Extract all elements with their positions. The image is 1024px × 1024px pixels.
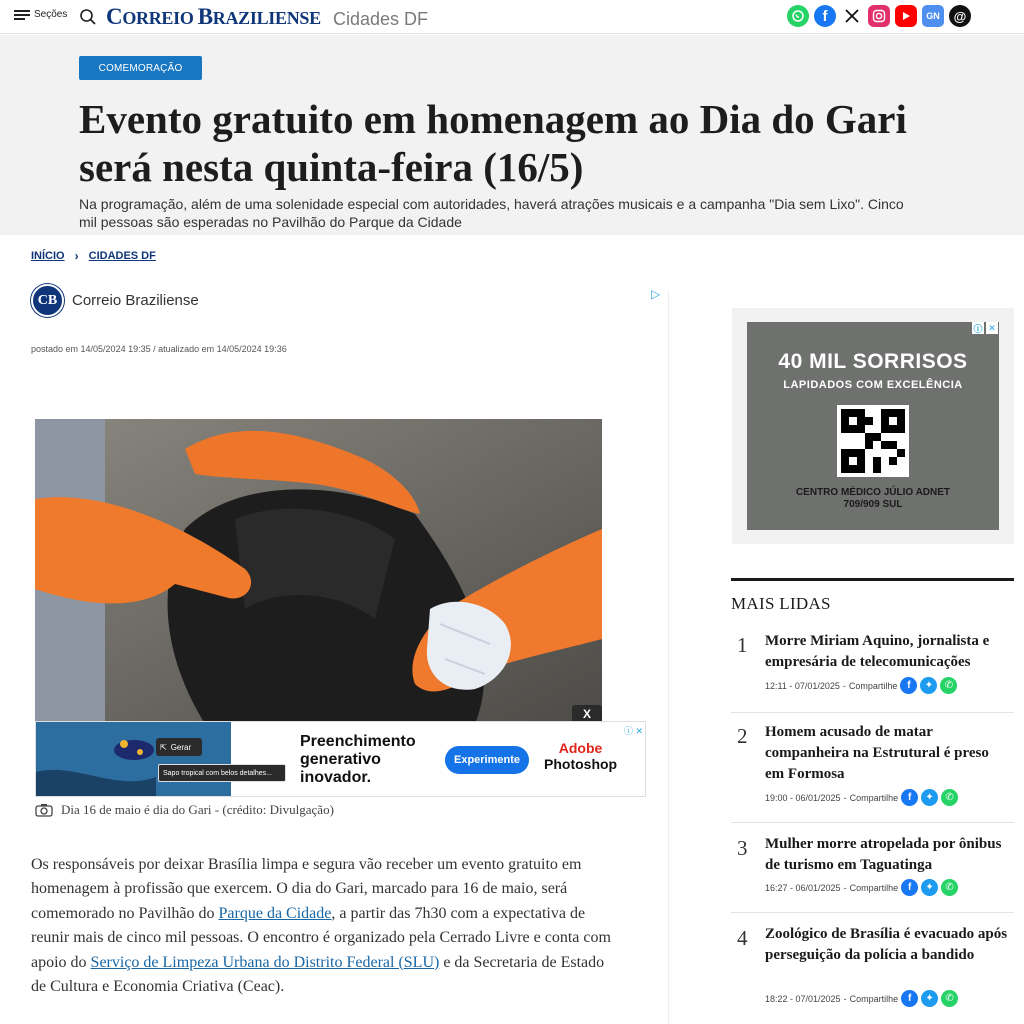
- paragraph-text: Os responsáveis por deixar Brasília limpa e segura vão receber um evento gratuito em homenagem à profissão que exercem. O dia do Gari, marcado para 16 de maio, será comemorado no Pavilhão do: [31, 856, 582, 922]
- ad-prompt-field: Sapo tropical com belos detalhes...: [158, 764, 286, 782]
- logo-text: ORREIO: [122, 8, 198, 28]
- parque-da-cidade-link[interactable]: Parque da Cidade: [218, 904, 332, 922]
- slu-link[interactable]: Serviço de Limpeza Urbana do Distrito Federal (SLU): [90, 953, 440, 971]
- site-logo[interactable]: [106, 4, 321, 30]
- whatsapp-icon[interactable]: ✆: [941, 879, 958, 896]
- meta-sep: -: [842, 680, 846, 691]
- most-read-item[interactable]: [731, 722, 1014, 812]
- google-news-icon[interactable]: GN: [922, 5, 944, 27]
- most-read-meta: [765, 789, 958, 806]
- section-title[interactable]: Cidades DF: [333, 9, 429, 29]
- most-read-headline[interactable]: Morre Miriam Aquino, jornalista e empresária de telecomunicações: [765, 633, 990, 670]
- adchoices-icon[interactable]: ▷: [651, 287, 661, 301]
- twitter-icon[interactable]: ✦: [921, 990, 938, 1007]
- whatsapp-icon[interactable]: ✆: [940, 677, 957, 694]
- top-bar: [0, 0, 1024, 34]
- most-read-time: 16:27 - 06/01/2025: [765, 882, 841, 893]
- most-read-meta: [765, 990, 958, 1007]
- ad-share-label: Gerar: [170, 742, 192, 752]
- sidebar-ad[interactable]: [732, 308, 1014, 544]
- sections-menu-button[interactable]: [14, 9, 67, 20]
- article-photo: [35, 419, 602, 724]
- share-label: Compartilhe: [849, 792, 899, 803]
- author-block: [31, 284, 199, 317]
- most-read-time: 19:00 - 06/01/2025: [765, 792, 841, 803]
- category-tag[interactable]: COMEMORAÇÃO: [79, 56, 202, 80]
- paragraph-text: e da Secretaria de Estado de Cultura e Economia Criativa (Ceac).: [31, 953, 605, 996]
- meta-sep: -: [843, 882, 847, 893]
- article-paragraph: [31, 853, 611, 999]
- ad-badges[interactable]: [972, 322, 998, 334]
- most-read-title: MAIS LIDAS: [731, 594, 831, 613]
- adchoices-icon[interactable]: ⓘ: [973, 323, 983, 334]
- search-icon[interactable]: [79, 8, 97, 26]
- hamburger-icon: [14, 10, 30, 20]
- share-label: Compartilhe: [848, 680, 898, 691]
- close-icon[interactable]: ✕: [986, 322, 998, 334]
- article-body: [31, 853, 611, 999]
- ad-address: [747, 487, 999, 511]
- ad-close-button[interactable]: X: [572, 705, 602, 723]
- article-subtitle: Na programação, além de uma solenidade especial com autoridades, haverá atrações musicais e a campanha "Dia sem Lixo". Cinco mil pessoas são esperadas no Pavilhão do Parque da Cidade: [79, 196, 904, 230]
- twitter-icon[interactable]: ✦: [921, 789, 938, 806]
- article-title: Evento gratuito em homenagem ao Dia do Gari será nesta quinta-feira (16/5): [79, 96, 907, 190]
- most-read-divider: [731, 712, 1014, 713]
- breadcrumb: [31, 249, 156, 263]
- article-header: [0, 35, 1024, 235]
- sections-menu-label: Seções: [34, 9, 68, 20]
- photo-caption: [35, 802, 334, 818]
- most-read-headline[interactable]: Mulher morre atropelada por ônibus de turismo em Taguatinga: [765, 836, 1002, 873]
- column-divider: [668, 290, 669, 1024]
- most-read-time: 12:11 - 07/01/2025: [765, 680, 840, 691]
- meta-sep: -: [843, 993, 847, 1004]
- breadcrumb-home[interactable]: INÍCIO: [31, 250, 65, 262]
- facebook-icon[interactable]: f: [901, 990, 918, 1007]
- author-name[interactable]: Correio Braziliense: [72, 292, 199, 309]
- photoshop-text: Photoshop: [544, 756, 618, 772]
- meta-sep: -: [843, 792, 847, 803]
- whatsapp-icon[interactable]: ✆: [941, 789, 958, 806]
- publish-dates: postado em 14/05/2024 19:35 / atualizado em 14/05/2024 19:36: [31, 344, 287, 354]
- facebook-icon[interactable]: f: [900, 677, 917, 694]
- adchoices-icon[interactable]: ⓘ ✕: [623, 726, 643, 736]
- most-read-number: 1: [737, 633, 748, 657]
- ad-image: [36, 722, 272, 796]
- most-read-number: 3: [737, 836, 748, 860]
- sidebar-ad-creative: [747, 322, 999, 530]
- most-read-number: 2: [737, 724, 748, 748]
- logo-text: C: [106, 4, 123, 29]
- most-read-item[interactable]: [731, 924, 1014, 1014]
- youtube-icon[interactable]: [895, 5, 917, 27]
- facebook-icon[interactable]: f: [901, 789, 918, 806]
- caption-text: Dia 16 de maio é dia do Gari - (crédito: Divulgação): [61, 802, 334, 817]
- most-read-rule: [731, 578, 1014, 581]
- ad-line-4: 709/909 SUL: [843, 499, 903, 510]
- camera-icon: [35, 803, 53, 817]
- most-read-divider: [731, 822, 1014, 823]
- whatsapp-icon[interactable]: ✆: [941, 990, 958, 1007]
- ad-share-button[interactable]: [156, 738, 202, 756]
- ad-line-1: 40 MIL SORRISOS: [778, 350, 968, 373]
- most-read-number: 4: [737, 926, 748, 950]
- facebook-icon[interactable]: f: [901, 879, 918, 896]
- instagram-icon[interactable]: [868, 5, 890, 27]
- logo-text: RAZILIENSE: [212, 8, 321, 28]
- social-links: [787, 5, 971, 27]
- qr-code-icon: [837, 405, 909, 477]
- external-link-icon: ⇱: [160, 742, 167, 752]
- most-read-item[interactable]: [731, 834, 1014, 904]
- share-label: Compartilhe: [849, 882, 899, 893]
- logo-text: B: [197, 4, 213, 29]
- most-read-meta: [765, 677, 957, 694]
- twitter-icon[interactable]: ✦: [920, 677, 937, 694]
- most-read-time: 18:22 - 07/01/2025: [765, 993, 841, 1004]
- ad-cta-button[interactable]: Experimente: [445, 746, 529, 774]
- twitter-icon[interactable]: ✦: [921, 879, 938, 896]
- most-read-headline[interactable]: Zoológico de Brasília é evacuado após perseguição da polícia a bandido: [765, 926, 1008, 963]
- most-read-divider: [731, 912, 1014, 913]
- facebook-icon[interactable]: f: [814, 5, 836, 27]
- adobe-logo-text: Adobe: [558, 740, 603, 756]
- whatsapp-icon[interactable]: [787, 5, 809, 27]
- most-read-headline[interactable]: Homem acusado de matar companheira na Estrutural é preso em Formosa: [765, 724, 989, 782]
- most-read-meta: [765, 879, 958, 896]
- ad-line-2: LAPIDADOS COM EXCELÊNCIA: [783, 379, 963, 391]
- breadcrumb-section[interactable]: CIDADES DF: [88, 250, 156, 262]
- share-label: Compartilhe: [849, 993, 899, 1004]
- paragraph-text: , a partir das 7h30 com a expectativa de reunir mais de cinco mil pessoas. O encontro é organizado pela Cerrado Livre e conta com apoio do: [31, 904, 611, 971]
- most-read-item[interactable]: [731, 631, 1014, 711]
- x-icon[interactable]: [841, 5, 863, 27]
- chevron-right-icon: ›: [74, 249, 79, 263]
- ad-brand: [544, 740, 617, 772]
- ad-headline: Preenchimento generativo inovador.: [300, 733, 416, 786]
- ad-line-3: CENTRO MÉDICO JÚLIO ADNET: [795, 487, 951, 498]
- author-avatar[interactable]: CB: [31, 284, 64, 317]
- threads-icon[interactable]: @: [949, 5, 971, 27]
- inline-ad-banner[interactable]: [35, 721, 646, 797]
